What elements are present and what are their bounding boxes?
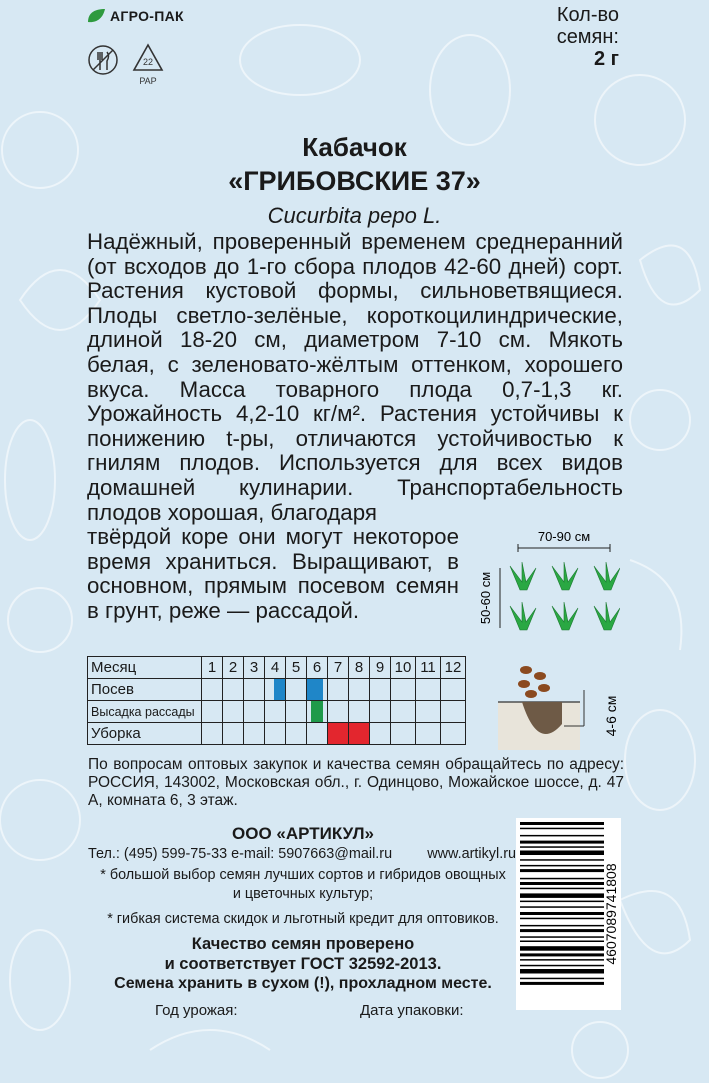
month-11: 11 <box>416 657 441 679</box>
seed-icons <box>518 666 550 698</box>
month-5: 5 <box>286 657 307 679</box>
sowing-depth-diagram <box>498 660 626 752</box>
plant-icon <box>594 562 620 590</box>
plant-icon <box>552 602 578 630</box>
barcode-bar <box>520 882 604 885</box>
barcode-bar <box>520 822 604 825</box>
barcode-bar <box>520 835 604 837</box>
quality-line-1: Качество семян проверено <box>191 935 415 953</box>
calendar-row-harvest <box>88 723 466 745</box>
harvest-year-label: Год урожая: <box>155 1002 238 1019</box>
benefit-item: * большой выбор семян лучших сортов и гибридов овощных <box>100 867 506 883</box>
description-tail: твёрдой коре они могут некоторое время храниться. Выращивают, в основном, прямым посевом семян в грунт, реже — рассадой. <box>87 524 459 623</box>
transplant-period-bar <box>311 701 323 722</box>
month-4: 4 <box>265 657 286 679</box>
month-9: 9 <box>370 657 391 679</box>
quality-statement <box>88 934 518 974</box>
quantity-value: 2 г <box>593 48 619 70</box>
barcode-bar <box>520 859 604 861</box>
barcode-bar <box>520 925 604 927</box>
barcode-bar <box>520 888 604 890</box>
month-12: 12 <box>441 657 466 679</box>
plant-icon <box>510 562 536 590</box>
brand-name: АГРО-ПАК <box>110 8 184 24</box>
barcode-bar <box>520 946 604 951</box>
plant-icon <box>594 602 620 630</box>
month-3: 3 <box>244 657 265 679</box>
barcode-bar <box>520 941 604 943</box>
barcode-bar <box>520 912 604 915</box>
pack-date-label: Дата упаковки: <box>360 1002 464 1019</box>
row-spacing-label: 70-90 см <box>537 529 591 544</box>
benefit-list <box>88 866 518 929</box>
barcode-number: 4607089741808 <box>603 863 619 965</box>
barcode-bar <box>520 929 604 932</box>
wholesale-address: По вопросам оптовых закупок и качества семян обращайтесь по адресу: РОССИЯ, 143002, Московская обл., г. Одинцово, Можайское шоссе, д. 47 А, комната 6, 3 этаж. <box>88 756 624 809</box>
product-title: Кабачок <box>302 132 407 162</box>
barcode-bar <box>520 841 604 844</box>
calendar-row-transplant <box>88 701 466 723</box>
barcode-bar <box>520 878 604 880</box>
brand-logo <box>86 8 184 24</box>
barcode-bar <box>520 982 604 985</box>
variety-name: «ГРИБОВСКИЕ 37» <box>228 166 481 196</box>
no-food-contact-icon <box>89 46 117 74</box>
month-8: 8 <box>349 657 370 679</box>
sowing-period-bar <box>307 679 323 700</box>
company-name: ООО «АРТИКУЛ» <box>232 824 374 843</box>
quality-line-2: и соответствует ГОСТ 32592-2013. <box>164 955 442 973</box>
barcode-bar <box>520 978 604 980</box>
plant-spacing-label: 50-60 см <box>478 571 493 625</box>
month-2: 2 <box>223 657 244 679</box>
barcode-bar <box>520 936 604 938</box>
barcode-bar <box>520 965 604 967</box>
planting-scheme <box>470 528 620 638</box>
recycle-label: PAP <box>139 76 157 86</box>
contact-line <box>88 846 516 862</box>
website-link: www.artikyl.ru <box>427 846 516 862</box>
description-main: Надёжный, проверенный временем среднеранний (от всходов до 1-го сбора плодов 42-60 дней) сорт. Растения кустовой формы, сильноветвящиеся. Плоды светло-зелёные, короткоцилиндрические, длиной 18-20 см, диаметром 7-10 см. Мякоть белая, с зеленовато-жёлтым оттенком, хорошего вкуса. Масса товарного плода 0,7-1,3 кг. Урожайность 4,2-10 кг/м². Растения устойчивы к понижению t-ры, отличаются устойчивостью к гнилям плодов. Используется для всех видов домашней кулинарии. Транспортабельность плодов хорошая, благодаря <box>87 229 623 525</box>
barcode-bar <box>520 828 604 830</box>
quantity-label-2: семян: <box>556 26 619 48</box>
month-header: Месяц <box>88 657 202 679</box>
recycle-code: 22 <box>142 57 154 67</box>
certification-icons <box>86 40 176 92</box>
phone-email: Тел.: (495) 599-75-33 e-mail: 5907663@mail.ru <box>88 846 393 862</box>
month-1: 1 <box>202 657 223 679</box>
leaf-icon <box>86 8 106 24</box>
barcode-bar <box>520 901 604 903</box>
sowing-depth-label: 4-6 см <box>603 695 619 737</box>
calendar-row-sowing <box>88 679 466 701</box>
barcode-bar <box>520 846 604 848</box>
month-10: 10 <box>391 657 416 679</box>
row-label-transplant: Высадка рассады <box>88 701 202 723</box>
plant-icon <box>552 562 578 590</box>
barcode-bar <box>520 893 604 898</box>
storage-instruction: Семена хранить в сухом (!), прохладном месте. <box>114 975 492 992</box>
calendar-header-row <box>88 657 466 679</box>
row-label-harvest: Уборка <box>88 723 202 745</box>
harvest-period-bar <box>328 723 348 744</box>
sowing-calendar <box>87 656 466 745</box>
barcode-bar <box>520 959 604 961</box>
benefit-item: * гибкая система скидок и льготный кредит для оптовиков. <box>107 911 499 927</box>
month-6: 6 <box>307 657 328 679</box>
barcode-bar <box>520 865 604 867</box>
quantity-label-1: Кол-во <box>556 4 619 26</box>
barcode <box>516 818 621 1010</box>
barcode-bar <box>520 918 604 920</box>
sowing-period-bar <box>274 679 285 700</box>
seed-quantity <box>539 4 619 70</box>
row-label-sowing: Посев <box>88 679 202 701</box>
barcode-bar <box>520 869 604 872</box>
harvest-period-bar <box>349 723 369 744</box>
plant-icons <box>510 562 620 630</box>
month-7: 7 <box>328 657 349 679</box>
barcode-bar <box>520 851 604 856</box>
barcode-bar <box>520 969 604 974</box>
barcode-bar <box>520 906 604 908</box>
benefit-item-cont: и цветочных культур; <box>232 886 374 902</box>
latin-name: Cucurbita pepo L. <box>267 203 442 228</box>
plant-icon <box>510 602 536 630</box>
barcode-bar <box>520 953 604 956</box>
